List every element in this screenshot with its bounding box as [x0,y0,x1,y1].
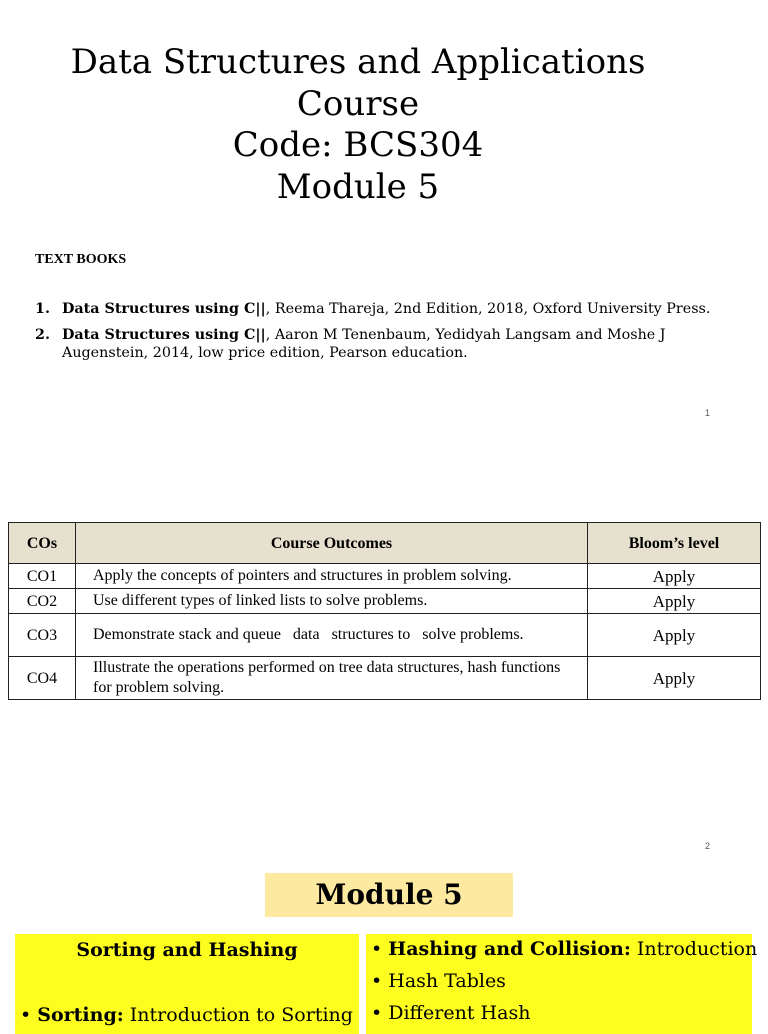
bullet-text: Introduction to Sorting [123,1004,353,1026]
table-header-row [9,523,761,564]
list-item: • Hashing and Collision: Introduction [371,938,758,960]
co-bloom-level: Apply [588,657,761,700]
course-outcomes-table [8,522,761,700]
table-row [9,589,761,614]
list-item [35,326,751,363]
bullet-bold: Hashing and Collision: [388,938,631,960]
course-title [0,42,716,208]
co-bloom-level: Apply [588,614,761,657]
slide-2 [0,430,768,860]
co-code: CO3 [9,614,76,657]
co-bloom-level: Apply [588,589,761,614]
co-code: CO2 [9,589,76,614]
table-row [9,564,761,589]
list-number: 1. [35,301,50,317]
list-item: • Sorting: Introduction to Sorting [20,1004,353,1026]
bullet-bold: Sorting: [37,1004,124,1026]
table-row [9,614,761,657]
textbook-list [35,300,751,370]
list-number: 2. [35,326,50,343]
bullet-text: Different Hash [388,1002,531,1024]
title-line: Code: BCS304 [232,125,484,165]
module-title: Module 5 [265,873,513,917]
page-number: 1 [704,408,710,418]
title-line: Course [296,83,420,124]
list-item [35,300,751,319]
list-item: • Different Hash [371,1002,531,1024]
co-outcome: Illustrate the operations performed on tree data structures, hash functions for problem solving. [76,657,588,700]
page-number: 2 [704,841,710,851]
column-header: COs [9,523,76,564]
slide-3 [0,860,768,1024]
box-heading: Sorting and Hashing [76,939,298,961]
book-title: Data Structures using C|| [62,326,266,343]
book-details: , Reema Thareja, 2nd Edition, 2018, Oxford University Press. [265,301,711,317]
slide-1 [0,0,768,430]
sorting-hashing-box [15,934,359,1034]
title-line: Module 5 [276,166,440,207]
column-header: Course Outcomes [76,523,588,564]
hashing-topics-box [366,934,758,1034]
book-details: , Aaron M Tenenbaum, Yedidyah Langsam and Moshe J Augenstein, 2014, low price edition, Pearson education. [62,326,666,361]
co-bloom-level: Apply [588,564,761,589]
book-title: Data Structures using C|| [62,301,266,317]
co-outcome: Apply the concepts of pointers and structures in problem solving. [76,564,588,589]
bullet-text: Introduction [630,938,758,960]
table-row [9,657,761,700]
co-code: CO4 [9,657,76,700]
column-header: Bloom’s level [588,523,761,564]
bullet-text: Hash Tables [388,970,506,992]
co-code: CO1 [9,564,76,589]
textbooks-heading: TEXT BOOKS [35,252,127,267]
title-line: Data Structures and Applications [70,42,646,82]
co-outcome: Use different types of linked lists to solve problems. [76,589,588,614]
list-item: • Hash Tables [371,970,506,992]
co-outcome: Demonstrate stack and queue data structures to solve problems. [76,614,588,657]
